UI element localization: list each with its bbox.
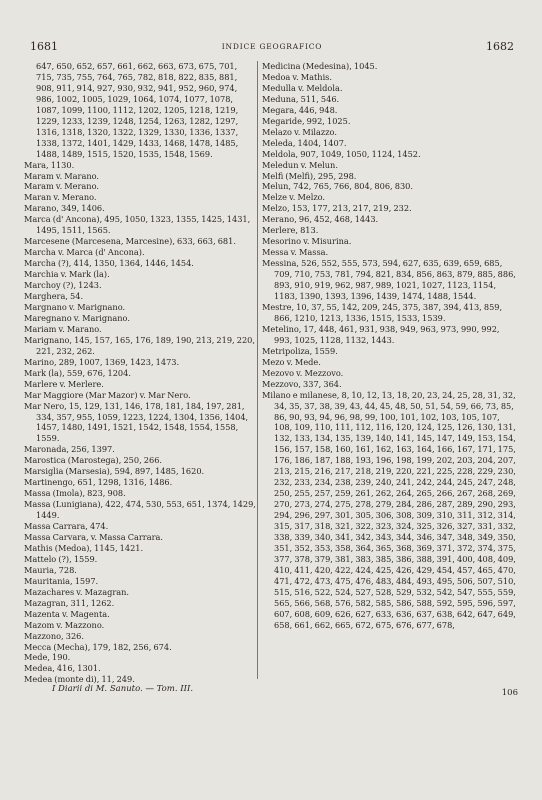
- index-entry: Margnano v. Marignano.: [24, 301, 126, 312]
- index-entry: Marino, 289, 1007, 1369, 1423, 1473.: [24, 356, 180, 367]
- index-entry: Mar Nero, 15, 129, 131, 146, 178, 181, 184, 197, 281, 334, 357, 955, 1059, 1223, 1224, 1304, 1356, 1404, 1457, 1480, 1491, 1521, 1542, 1548, 1554, 1558, 1559.: [24, 400, 249, 444]
- index-entry: Meldola, 907, 1049, 1050, 1124, 1452.: [262, 148, 421, 159]
- index-entry: Mazachares v. Mazagran.: [24, 586, 129, 597]
- index-entry: Marlere v. Merlere.: [24, 378, 104, 389]
- index-entry: Marchia v. Mark (la).: [24, 269, 110, 280]
- index-entry: Melfi (Melfi), 295, 298.: [262, 170, 357, 181]
- index-entry: Mark (la), 559, 676, 1204.: [24, 367, 131, 378]
- index-entry: Medulla v. Meldola.: [262, 82, 343, 93]
- index-entry: Marghera, 54.: [24, 291, 84, 302]
- footer-citation: I Diarii di M. Sanuto. — Tom. III.: [52, 684, 194, 694]
- index-entry: Marcesene (Marcesena, Marcesine), 633, 663, 681.: [24, 236, 236, 247]
- index-entry: Mezo v. Mede.: [262, 356, 321, 367]
- index-entry: Metripoliza, 1559.: [262, 345, 338, 356]
- page-header: [30, 40, 514, 56]
- index-entry: Mezzovo, 337, 364.: [262, 378, 342, 389]
- index-entry: Merano, 96, 452, 468, 1443.: [262, 214, 379, 225]
- index-entry: Medea (monte di), 11, 249.: [24, 674, 135, 685]
- signature-mark: 106: [501, 688, 518, 698]
- index-entry: Marano, 349, 1406.: [24, 203, 105, 214]
- index-entry: Maram v. Marano.: [24, 170, 100, 181]
- index-entry: 647, 650, 652, 657, 661, 662, 663, 673, 675, 701, 715, 735, 755, 764, 765, 782, 818, 822, 835, 881, 908, 911, 914, 927, 930, 932, 941, 952, 960, 974, 986, 1002, 1005, 1029, 1064, 1074, 1077, 1078, 1087, 1099, 1100, 1112, 1202, 1205, 1218, 1219, 1229, 1233, 1239, 1248, 1254, 1263, 1282, 1297, 1316, 1318, 1320, 1322, 1329, 1330, 1336, 1337, 1338, 1372, 1401, 1429, 1433, 1468, 1478, 1485, 1488, 1489, 1515, 1520, 1535, 1548, 1569.: [36, 61, 239, 159]
- index-entry: Massa (Imola), 823, 908.: [24, 488, 126, 499]
- index-entry: Melun, 742, 765, 766, 804, 806, 830.: [262, 181, 413, 192]
- index-entry: Massa (Lunigiana), 422, 474, 530, 553, 651, 1374, 1429, 1449.: [24, 499, 256, 521]
- index-entry: Marsiglia (Marsesia), 594, 897, 1485, 1620.: [24, 466, 205, 477]
- index-entry: Maronada, 256, 1397.: [24, 444, 115, 455]
- index-column-right: [262, 61, 516, 631]
- index-entry: Martinengo, 651, 1298, 1316, 1486.: [24, 477, 173, 488]
- index-entry: Mestre, 10, 37, 55, 142, 209, 245, 375, 387, 394, 413, 859, 866, 1210, 1213, 1336, 1515, 1533, 1539.: [262, 301, 503, 323]
- index-entry: Melzo, 153, 177, 213, 217, 219, 232.: [262, 203, 412, 214]
- index-entry: Mazzono, 326.: [24, 630, 84, 641]
- index-entry: Mazom v. Mazzono.: [24, 619, 105, 630]
- index-column-left: [24, 61, 256, 685]
- index-entry: Megaride, 992, 1025.: [262, 115, 351, 126]
- index-entry: Mecca (Mecha), 179, 182, 256, 674.: [24, 641, 172, 652]
- index-entry: Mara, 1130.: [24, 159, 75, 170]
- index-entry: Mazagran, 311, 1262.: [24, 597, 115, 608]
- index-entry: Mauria, 728.: [24, 564, 77, 575]
- index-entry: Messina, 526, 552, 555, 573, 594, 627, 635, 639, 659, 685, 709, 710, 753, 781, 794, 821, 834, 856, 863, 879, 885, 886, 893, 910, 919, 962, 987, 989, 1021, 1027, 1123, 1154, 1183, 1390, 1393, 1396, 1439, 1474, 1488, 1544.: [262, 258, 516, 302]
- index-entry: Mathis (Medoa), 1145, 1421.: [24, 542, 144, 553]
- index-entry: Marignano, 145, 157, 165, 176, 189, 190, 213, 219, 220, 221, 232, 262.: [24, 334, 255, 356]
- index-entry: Marcha v. Marca (d' Ancona).: [24, 247, 145, 258]
- index-entry: Mauritania, 1597.: [24, 575, 99, 586]
- index-entry: Mattelo (?), 1559.: [24, 553, 98, 564]
- index-entry: Mezovo v. Mezzovo.: [262, 367, 344, 378]
- index-entry: Metelino, 17, 448, 461, 931, 938, 949, 963, 973, 990, 992, 993, 1025, 1128, 1132, 1443.: [262, 323, 500, 345]
- index-entry: Mar Maggiore (Mar Mazor) v. Mar Nero.: [24, 389, 191, 400]
- index-entry: Marca (d' Ancona), 495, 1050, 1323, 1355, 1425, 1431, 1495, 1511, 1565.: [24, 214, 251, 236]
- index-entry: Messa v. Massa.: [262, 247, 329, 258]
- index-entry: Meleda, 1404, 1407.: [262, 137, 347, 148]
- index-entry: Melazo v. Milazzo.: [262, 126, 337, 137]
- index-entry: Mede, 190.: [24, 652, 71, 663]
- page-number-right: 1682: [486, 40, 514, 53]
- index-entry: Medea, 416, 1301.: [24, 663, 101, 674]
- running-title: INDICE GEOGRAFICO: [221, 42, 323, 51]
- page-number-left: 1681: [30, 40, 58, 53]
- page-footer: [52, 684, 518, 696]
- index-entry: Massa Carrara, 474.: [24, 521, 109, 532]
- index-entry: Medicina (Medesina), 1045.: [262, 61, 378, 71]
- index-entry: Marostica (Marostega), 250, 266.: [24, 455, 163, 466]
- index-entry: Meledun v. Melun.: [262, 159, 338, 170]
- index-entry: Medoa v. Mathis.: [262, 71, 332, 82]
- index-entry: Maregnano v. Marignano.: [24, 312, 130, 323]
- index-entry: Maram v. Merano.: [24, 181, 99, 192]
- index-entry: Marchoy (?), 1243.: [24, 280, 102, 291]
- index-entry: Mazenta v. Magenta.: [24, 608, 110, 619]
- index-entry: Mesorino v. Misurina.: [262, 236, 352, 247]
- index-entry: Melze v. Melzo.: [262, 192, 326, 203]
- index-entry: Milano e milanese, 8, 10, 12, 13, 18, 20, 23, 24, 25, 28, 31, 32, 34, 35, 37, 38, 39, 43, 44, 45, 48, 50, 51, 54, 59, 66, 73, 85, 86, 90, 93, 94, 96, 98, 99, 100, 101, 102, 103, 105, 107, 108, 109, 110, 111, 112, 116, 120, 124, 125, 126, 130, 131, 132, 133, 134, 135, 139, 140, 141, 145, 147, 149, 153, 154, 156, 157, 158, 160, 161, 162, 163, 164, 166, 167, 171, 175, 176, 186, 187, 188, 193, 196, 198, 199, 202, 203, 204, 207, 213, 215, 216, 217, 218, 219, 220, 221, 225, 228, 229, 230, 232, 233, 234, 238, 239, 240, 241, 242, 244, 245, 247, 248, 250, 255, 257, 259, 261, 262, 264, 265, 266, 267, 268, 269, 270, 273, 274, 275, 278, 279, 284, 286, 287, 289, 290, 293, 294, 296, 297, 301, 305, 306, 308, 309, 310, 311, 312, 314, 315, 317, 318, 321, 322, 323, 324, 325, 326, 327, 331, 332, 338, 339, 340, 341, 342, 343, 344, 346, 347, 348, 349, 350, 351, 352, 353, 358, 364, 365, 368, 369, 371, 372, 374, 375, 377, 378, 379, 381, 383, 385, 386, 388, 391, 400, 408, 409, 410, 411, 420, 422, 424, 425, 426, 429, 454, 457, 465, 470, 471, 472, 473, 475, 476, 483, 484, 493, 495, 506, 507, 510, 515, 516, 522, 524, 527, 528, 529, 532, 542, 547, 555, 559, 565, 566, 568, 576, 582, 585, 586, 588, 592, 595, 596, 597, 607, 608, 609, 626, 627, 633, 636, 637, 638, 642, 647, 649, 658, 661, 662, 665, 672, 675, 676, 677, 678,: [262, 389, 516, 630]
- index-entry: Massa Carvara, v. Massa Carrara.: [24, 531, 163, 542]
- index-entry: Megara, 446, 948.: [262, 104, 338, 115]
- index-entry: Maran v. Merano.: [24, 192, 97, 203]
- column-divider: [257, 61, 258, 679]
- index-entry: Meduna, 511, 546.: [262, 93, 340, 104]
- index-entry: Marcha (?), 414, 1350, 1364, 1446, 1454.: [24, 258, 194, 269]
- index-entry: Merlere, 813.: [262, 225, 319, 236]
- index-entry: Mariam v. Marano.: [24, 323, 102, 334]
